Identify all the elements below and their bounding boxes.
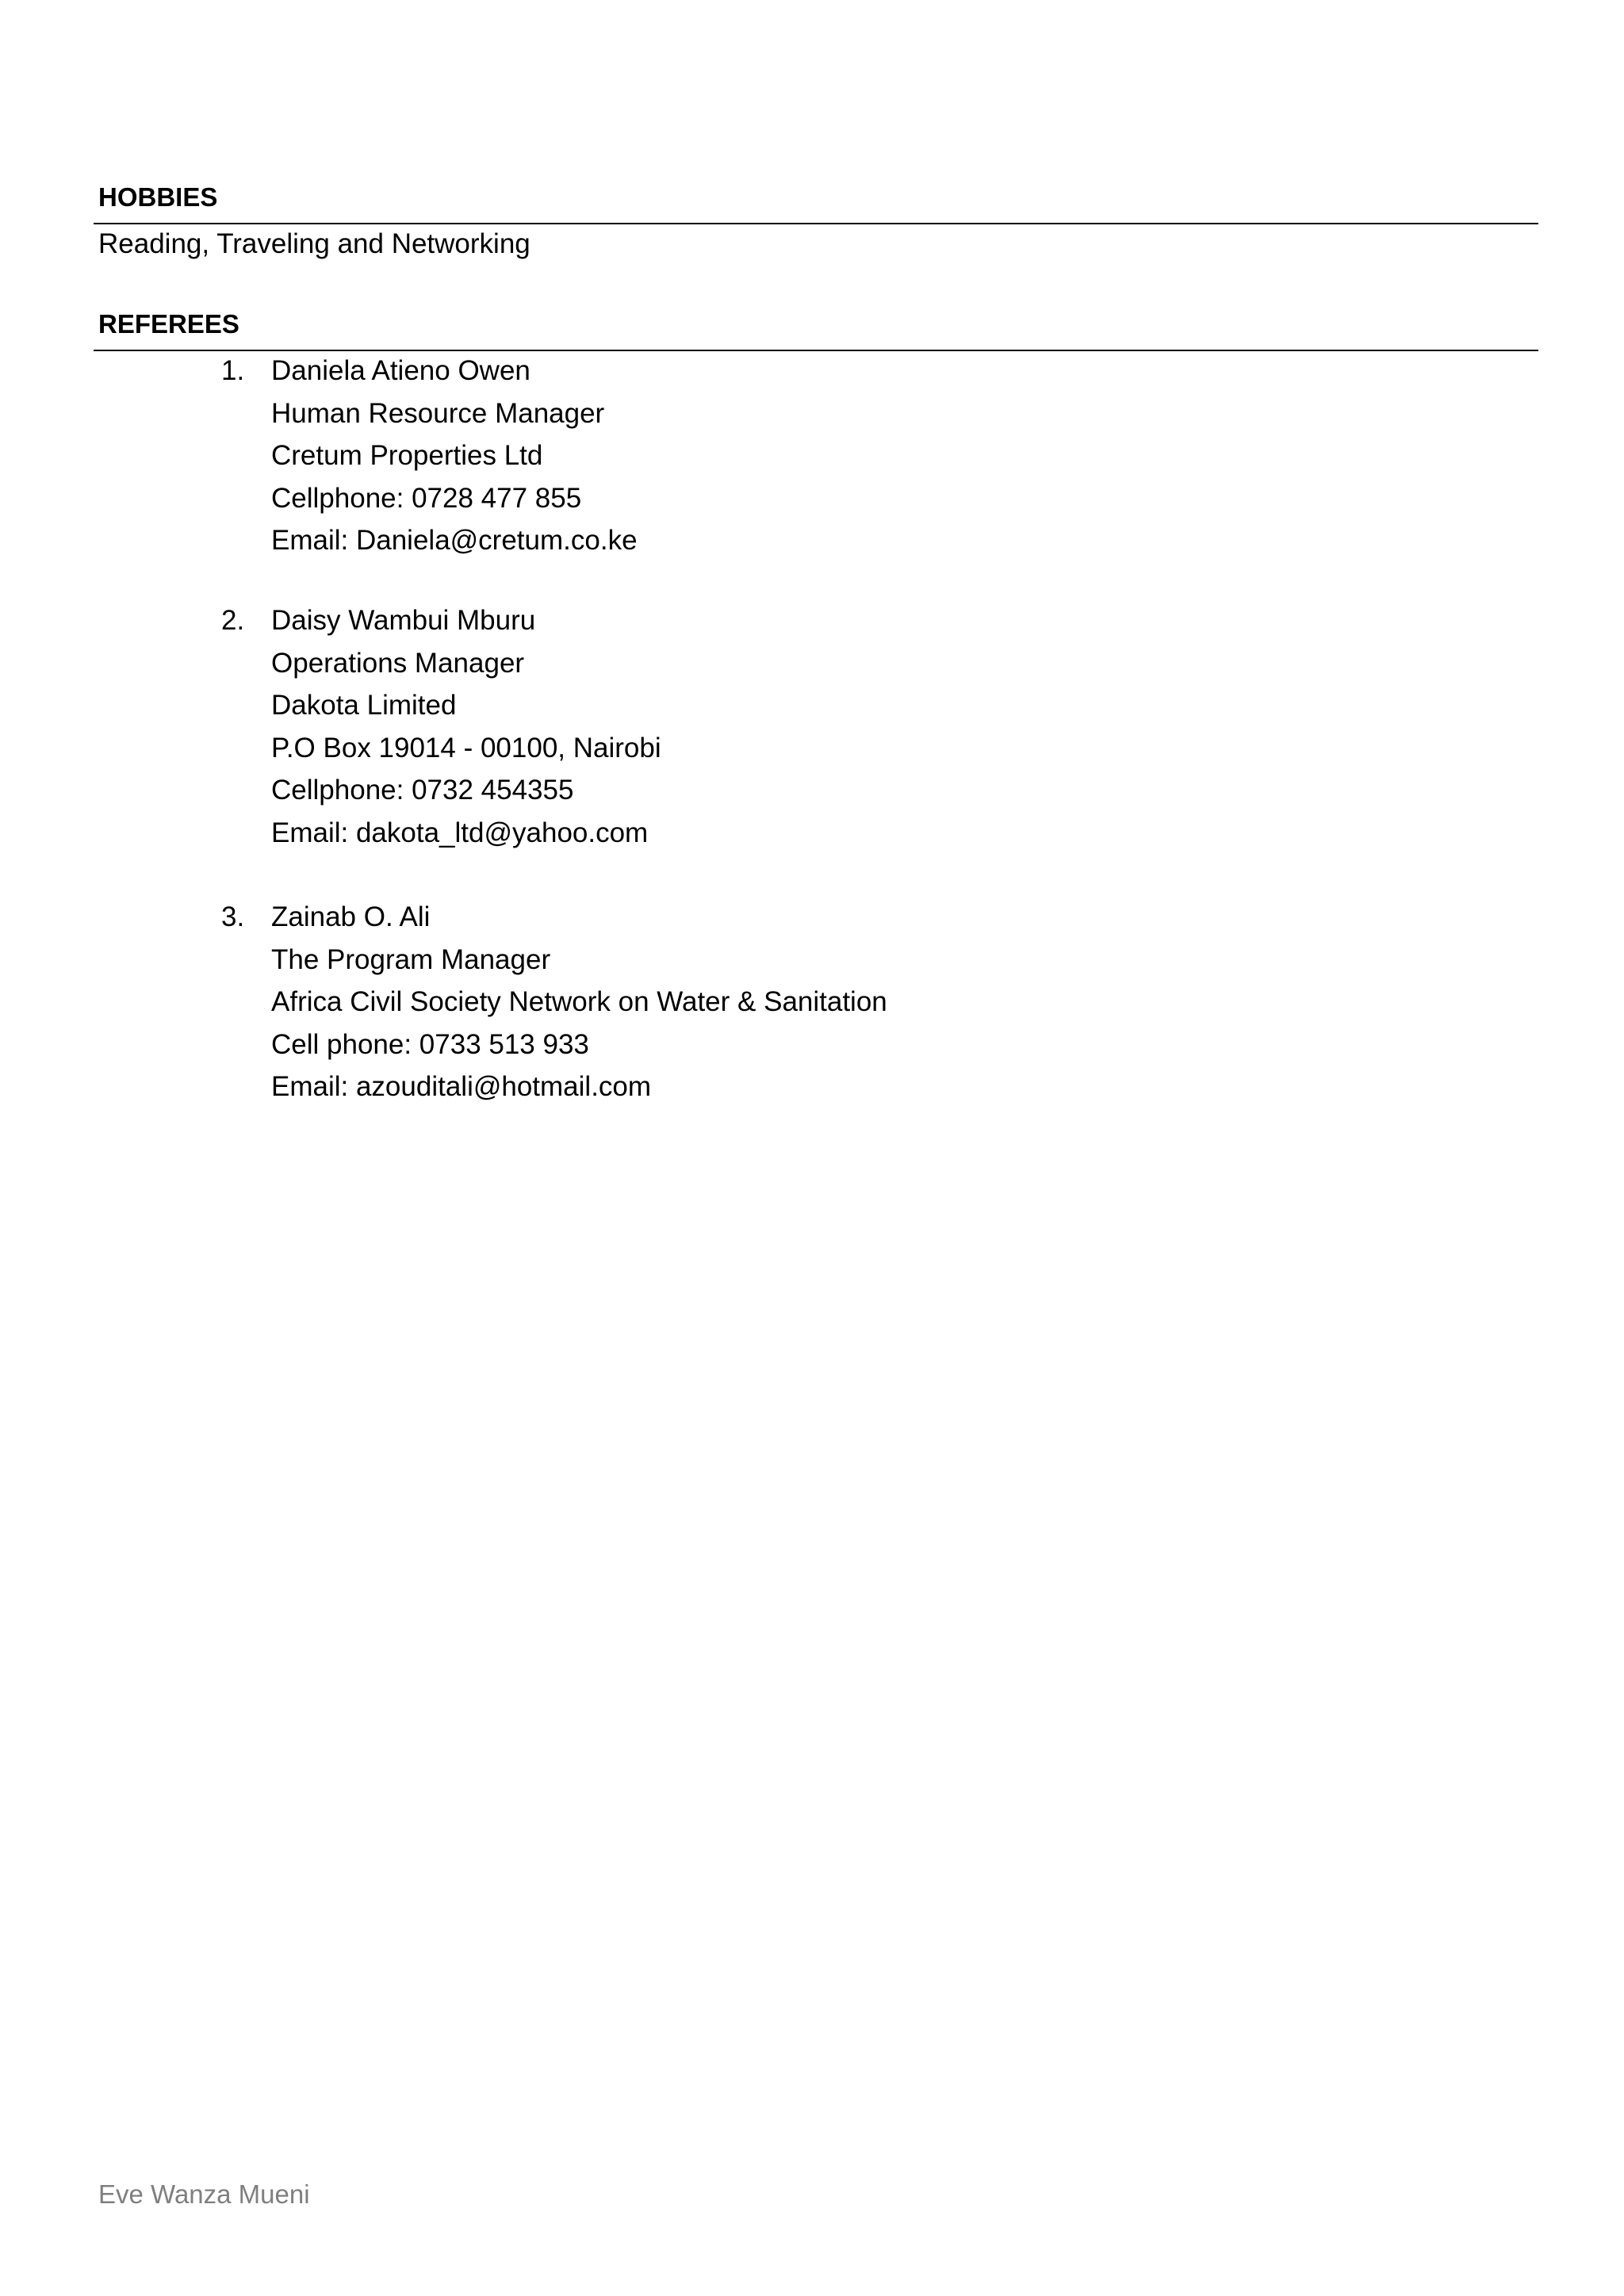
hobbies-heading: HOBBIES xyxy=(98,182,218,212)
referee-title: Human Resource Manager xyxy=(271,397,605,429)
referee-email: Email: dakota_ltd@yahoo.com xyxy=(271,817,649,848)
referees-heading: REFEREES xyxy=(98,309,239,339)
referee-email: Email: Daniela@cretum.co.ke xyxy=(271,525,638,556)
referee-phone: Cell phone: 0733 513 933 xyxy=(271,1028,589,1060)
referee-name: Daniela Atieno Owen xyxy=(271,355,530,386)
referee-name: Daisy Wambui Mburu xyxy=(271,605,536,636)
referee-number: 2. xyxy=(221,605,245,636)
referee-number: 3. xyxy=(221,901,245,932)
referee-details xyxy=(271,896,887,1108)
referee-name: Zainab O. Ali xyxy=(271,901,431,932)
referee-company: Cretum Properties Ltd xyxy=(271,440,543,471)
footer-name: Eve Wanza Mueni xyxy=(98,2179,310,2209)
hobbies-text: Reading, Traveling and Networking xyxy=(98,228,530,259)
referee-details xyxy=(271,350,638,562)
referee-address: P.O Box 19014 - 00100, Nairobi xyxy=(271,732,661,763)
hobbies-divider xyxy=(94,223,1538,224)
referee-title: Operations Manager xyxy=(271,647,525,679)
referee-email: Email: azouditali@hotmail.com xyxy=(271,1071,652,1102)
referee-company: Dakota Limited xyxy=(271,690,457,721)
referee-title: The Program Manager xyxy=(271,943,551,975)
referee-details xyxy=(271,599,661,854)
referee-company: Africa Civil Society Network on Water & Sanitation xyxy=(271,986,887,1017)
referee-phone: Cellphone: 0732 454355 xyxy=(271,775,574,806)
referee-phone: Cellphone: 0728 477 855 xyxy=(271,482,582,514)
referee-number: 1. xyxy=(221,355,245,386)
